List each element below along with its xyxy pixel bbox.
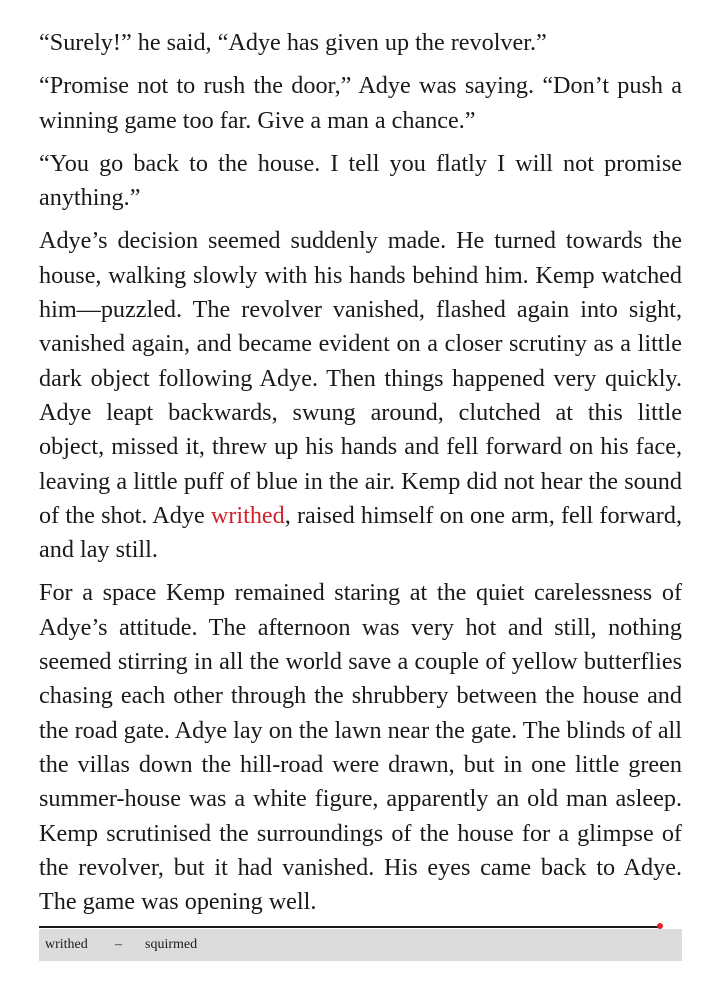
glossary-separator: – <box>115 937 122 952</box>
paragraph-1: “Surely!” he said, “Adye has given up the revolver.” <box>39 29 547 56</box>
glossary-bar <box>39 929 682 961</box>
story-text <box>39 26 682 928</box>
glossary-word: writhed <box>45 937 88 952</box>
paragraph-4 <box>39 224 682 567</box>
paragraph-2: “Promise not to rush the door,” Adye was saying. “Don’t push a winning game too far. Give a man a chance.” <box>39 72 682 134</box>
paragraph-4-before: Adye’s decision seemed suddenly made. He turned towards the house, walking slowly with his hands behind him. Kemp watched him—puzzled. The revolver vanished, flashed again into sight, vanished again, and became evident on a closer scrutiny as a little dark object following Adye. Then things happened very quickly. Adye leapt backwards, swung around, clutched at this little object, missed it, threw up his hands and fell forward on his face, leaving a little puff of blue in the air. Kemp did not hear the sound of the shot. Adye <box>39 227 682 529</box>
paragraph-3: “You go back to the house. I tell you flatly I will not promise anything.” <box>39 149 682 212</box>
glossary-definition: squirmed <box>145 937 198 952</box>
paragraph-5: For a space Kemp remained staring at the quiet carelessness of Adye’s attitude. The afternoon was very hot and still, nothing seemed stirring in all the world save a couple of yellow butterflies chasing each other through the shrubbery between the house and the road gate. Adye lay on the lawn near the gate. The blinds of all the villas down the hill-road were drawn, but in one little green summer-house was a white figure, apparently an old man asleep. Kemp scrutinised the surroundings of the house for a glimpse of the revolver, but it had vanished. His eyes came back to Adye. The game was opening well. <box>39 579 682 916</box>
highlighted-word[interactable]: writhed <box>210 501 285 529</box>
footnote-divider <box>39 926 660 928</box>
paragraph-4-after: , raised himself on one arm, fell forward, and lay still. <box>39 501 682 564</box>
